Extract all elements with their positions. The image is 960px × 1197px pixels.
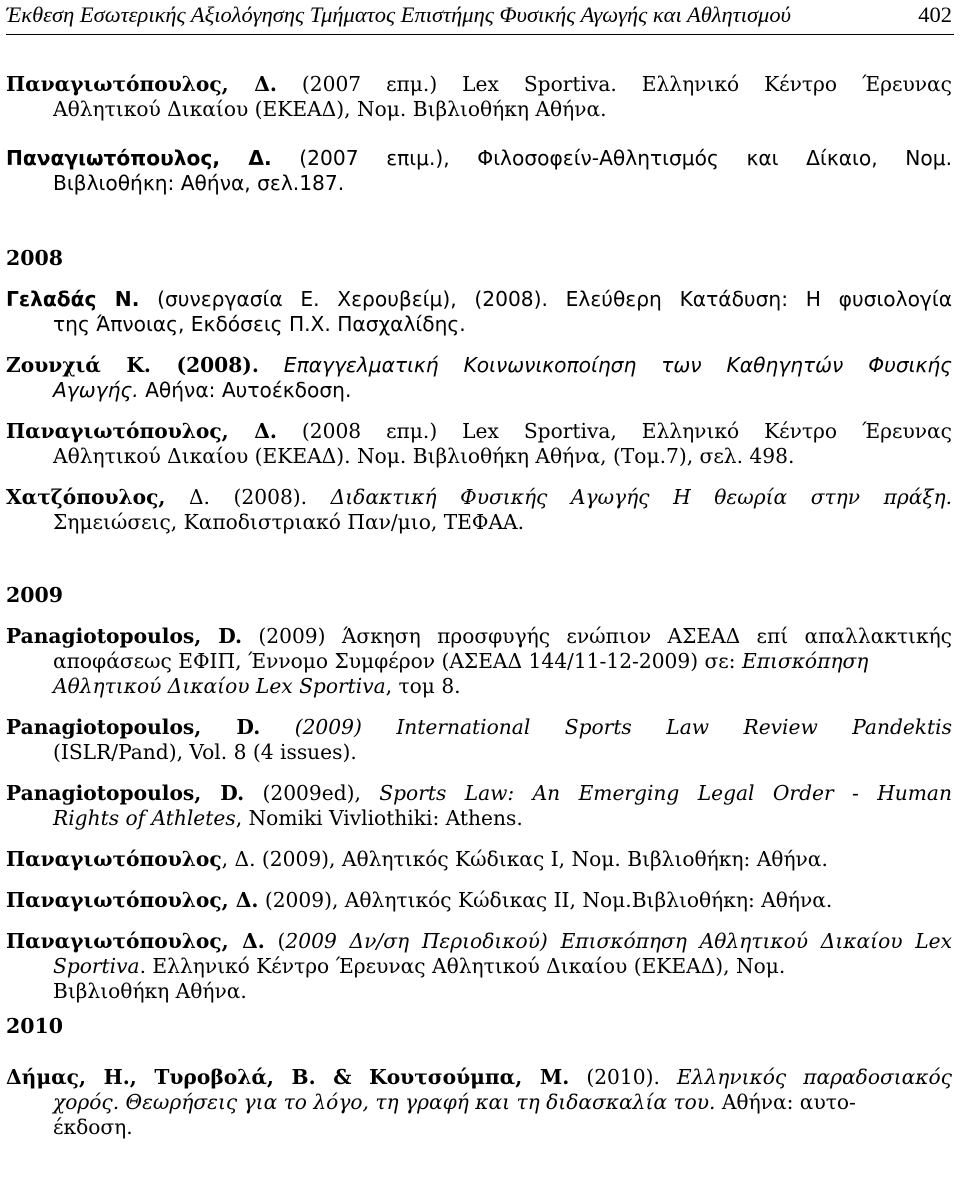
report-title: Έκθεση Εσωτερικής Αξιολόγησης Τμήματος Επιστήμης Φυσικής Αγωγής και Αθλητισμού: [6, 2, 791, 27]
reference-entry: Panagiotopoulos, D. (2009) Άσκηση προσφυγής ενώπιον ΑΣΕΑΔ επί απαλλακτικής αποφάσεως ΕΦΙΠ, Έννομο Συμφέρον (ΑΣΕΑΔ 144/11-12-2009) σε: Επισκόπηση Αθλητικού Δικαίου Lex Sportiva, τομ 8.: [6, 624, 952, 698]
author: Παναγιωτόπουλος, Δ.: [6, 888, 259, 912]
reference-entry: Χατζόπουλος, Δ. (2008). Διδακτική Φυσικής Αγωγής Η θεωρία στην πράξη. Σημειώσεις, Καποδιστριακό Παν/μιο, ΤΕΦΑΑ.: [6, 485, 952, 534]
author: Panagiotopoulos, D.: [6, 624, 243, 648]
author: Panagiotopoulos, D.: [6, 781, 245, 805]
author: Παναγιωτόπουλος, Δ.: [6, 419, 277, 443]
author: Παναγιωτόπουλος, Δ.: [6, 72, 277, 96]
author: Παναγιωτόπουλος: [6, 847, 222, 871]
reference-entry: Παναγιωτόπουλος, Δ. (2009), Αθλητικός Κώδικας Ι, Νομ. Βιβλιοθήκη: Αθήνα.: [6, 847, 828, 871]
year-heading-2010: 2010: [6, 1014, 64, 1038]
reference-entry: Panagiotopoulos, D. (2009ed), Sports Law: An Emerging Legal Order - Human Rights of Athletes, Nomiki Vivliothiki: Athens.: [6, 781, 952, 830]
author: Δήμας, Η., Τυροβολά, Β. & Κουτσούμπα, Μ.: [6, 1065, 570, 1089]
reference-entry: Παναγιωτόπουλος, Δ. (2009), Αθλητικός Κώδικας ΙΙ, Νομ.Βιβλιοθήκη: Αθήνα.: [6, 888, 833, 912]
author: Γελαδάς Ν.: [6, 287, 140, 311]
reference-entry: Παναγιωτόπουλος, Δ. (2007 επμ.) Lex Sportiva. Ελληνικό Κέντρο Έρευνας Αθλητικού Δικαίου (ΕΚΕΑΔ), Νομ. Βιβλιοθήκη Αθήνα.: [6, 72, 952, 121]
author: Panagiotopoulos, D.: [6, 715, 261, 739]
author: Χατζόπουλος,: [6, 485, 166, 509]
reference-list: [6, 46, 952, 1140]
reference-entry: Panagiotopoulos, D. (2009) International Sports Law Review Pandektis (ISLR/Pand), Vol. 8 (4 issues).: [6, 715, 952, 764]
author: Παναγιωτόπουλος, Δ.: [6, 146, 272, 170]
reference-entry: Παναγιωτόπουλος, Δ. (2009 Δν/ση Περιοδικού) Επισκόπηση Αθλητικού Δικαίου Lex Sportiva. Ελληνικό Κέντρο Έρευνας Αθλητικού Δικαίου (ΕΚΕΑΔ), Νομ. Βιβλιοθήκη Αθήνα.: [6, 929, 952, 1003]
reference-entry: Παναγιωτόπουλος, Δ. (2008 επμ.) Lex Sportiva, Ελληνικό Κέντρο Έρευνας Αθλητικού Δικαίου (ΕΚΕΑΔ). Νομ. Βιβλιοθήκη Αθήνα, (Τομ.7), σελ. 498.: [6, 419, 952, 468]
reference-entry: Ζουνχιά Κ. (2008). Επαγγελματική Κοινωνικοποίηση των Καθηγητών Φυσικής Αγωγής. Αθήνα: Αυτοέκδοση.: [6, 353, 952, 402]
year-heading-2009: 2009: [6, 583, 64, 607]
page-header: [6, 0, 954, 35]
reference-entry: Παναγιωτόπουλος, Δ. (2007 επιμ.), Φιλοσοφείν-Αθλητισμός και Δίκαιο, Νομ. Βιβλιοθήκη: Αθήνα, σελ.187.: [6, 146, 952, 195]
reference-entry: Γελαδάς Ν. (συνεργασία Ε. Χερουβείμ), (2008). Ελεύθερη Κατάδυση: Η φυσιολογία της Άπνοιας, Εκδόσεις Π.Χ. Πασχαλίδης.: [6, 287, 953, 336]
reference-entry: Δήμας, Η., Τυροβολά, Β. & Κουτσούμπα, Μ. (2010). Ελληνικός παραδοσιακός χορός. Θεωρήσεις για το λόγο, τη γραφή και τη διδασκαλία του. Αθήνα: αυτο- έκδοση.: [6, 1065, 952, 1139]
page-number: 402: [918, 2, 952, 27]
year-heading-2008: 2008: [6, 246, 64, 270]
author: Παναγιωτόπουλος, Δ.: [6, 929, 265, 953]
author: Ζουνχιά Κ. (2008).: [6, 353, 259, 377]
